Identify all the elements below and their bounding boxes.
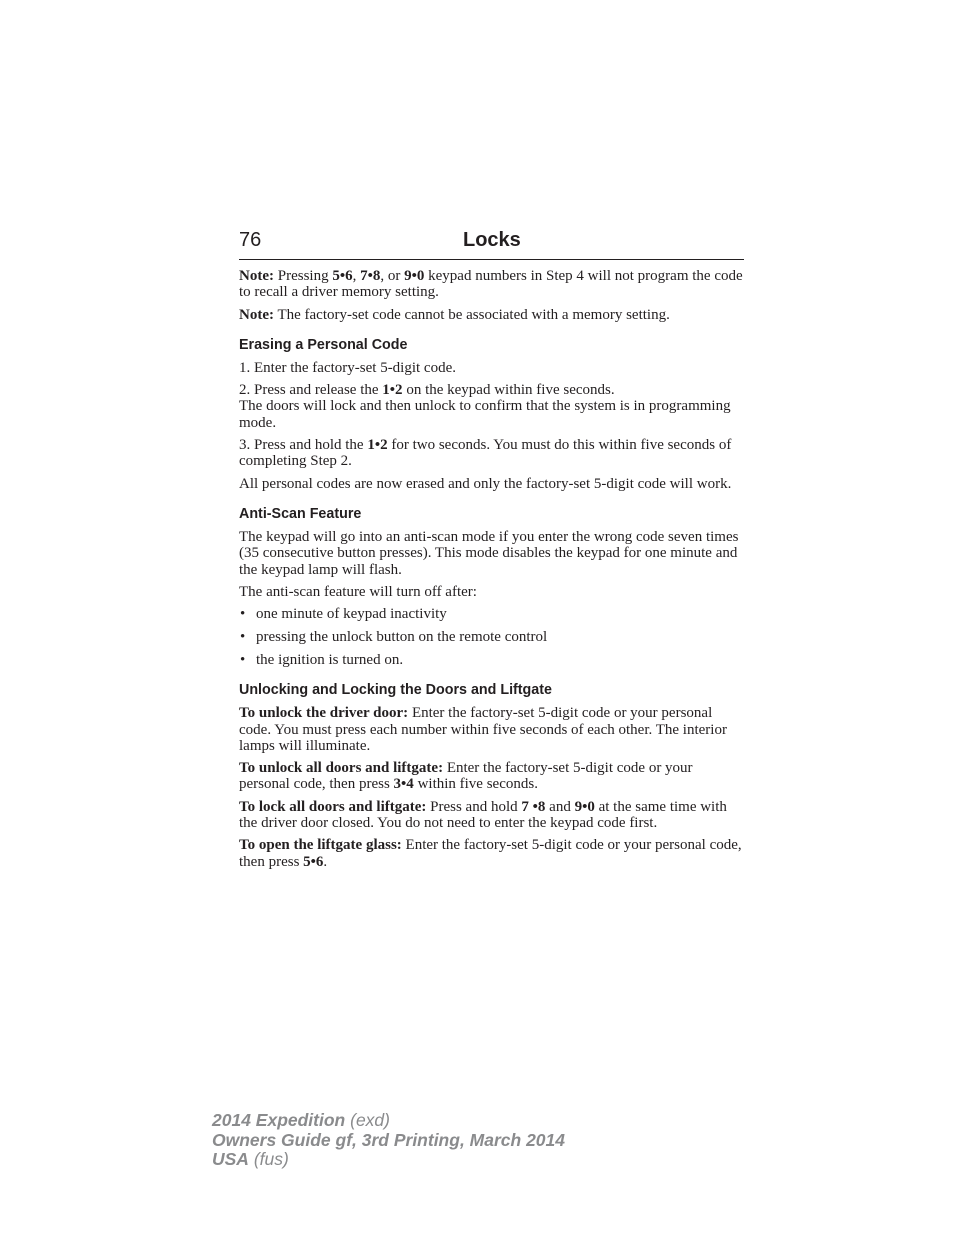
footer-model-code: (exd) xyxy=(345,1110,390,1130)
instruction-label: To open the liftgate glass: xyxy=(239,837,402,854)
note-text: , or xyxy=(380,268,405,284)
footer-guide: Owners Guide gf, 3rd Printing, March 2014 xyxy=(212,1129,565,1150)
instruction-text: . xyxy=(323,853,328,870)
key-combo: 1•2 xyxy=(367,437,388,454)
note-2 xyxy=(239,307,744,323)
footer-region-code: (fus) xyxy=(248,1149,289,1169)
key-combo: 7•8 xyxy=(360,268,381,284)
page-number: 76 xyxy=(239,229,262,251)
instruction-label: To unlock the driver door: xyxy=(239,705,409,722)
note-text: keypad numbers in Step 4 will not program the code to recall a driver memory setting. xyxy=(239,268,743,301)
open-liftgate-glass xyxy=(239,837,744,870)
step-text: for two seconds. You must do this within five seconds of completing Step 2. xyxy=(239,437,732,470)
footer-model-line xyxy=(212,1111,565,1131)
list-item xyxy=(239,652,744,668)
page-footer xyxy=(212,1111,565,1170)
instruction-text: Enter the factory-set 5-digit code or your personal code. You must press each number within five seconds of each other. The interior lamps will illuminate. xyxy=(239,705,727,754)
list-item-text: the ignition is turned on. xyxy=(256,651,404,668)
note-label: Note: xyxy=(239,306,274,323)
step-text: The doors will lock and then unlock to confirm that the system is in programming mode. xyxy=(239,398,731,431)
note-text: , xyxy=(352,268,361,284)
list-item xyxy=(239,606,744,622)
key-combo: 5•6 xyxy=(332,268,353,284)
footer-model: 2014 Expedition xyxy=(212,1110,346,1130)
section-title: Locks xyxy=(463,229,521,251)
key-combo: 1•2 xyxy=(382,382,403,399)
anti-scan-list xyxy=(239,606,744,668)
note-label: Note: xyxy=(239,268,274,284)
instruction-text: Enter the factory-set 5-digit code or your personal code, then press xyxy=(239,837,742,870)
instruction-text: Enter the factory-set 5-digit code or your personal code, then press xyxy=(239,760,693,793)
instruction-text: Press and hold xyxy=(426,798,522,815)
lock-all-doors xyxy=(239,799,744,832)
bullet-icon: • xyxy=(240,651,246,668)
footer-guide-line xyxy=(212,1131,565,1151)
footer-region-line xyxy=(212,1150,565,1170)
instruction-label: To lock all doors and liftgate: xyxy=(239,798,427,815)
step-text: on the keypad within five seconds. xyxy=(402,382,615,399)
erasing-step-2 xyxy=(239,382,744,431)
list-item-text: pressing the unlock button on the remote control xyxy=(256,629,548,646)
heading-anti-scan: Anti-Scan Feature xyxy=(239,505,362,522)
step-text: 2. Press and release the xyxy=(239,382,383,399)
page-content xyxy=(239,268,744,876)
erasing-step-1: 1. Enter the factory-set 5-digit code. xyxy=(239,359,457,376)
key-combo: 9•0 xyxy=(404,268,425,284)
step-text: 3. Press and hold the xyxy=(239,437,368,454)
erasing-closing: All personal codes are now erased and only the factory-set 5-digit code will work. xyxy=(239,475,732,492)
key-combo: 5•6 xyxy=(303,853,324,870)
heading-unlocking: Unlocking and Locking the Doors and Liftgate xyxy=(239,682,552,699)
anti-scan-para-2: The anti-scan feature will turn off after: xyxy=(239,583,477,600)
key-combo: 7 •8 xyxy=(521,798,546,815)
heading-erasing: Erasing a Personal Code xyxy=(239,336,408,353)
key-combo: 3•4 xyxy=(393,776,414,793)
bullet-icon: • xyxy=(240,606,246,623)
unlock-driver-door xyxy=(239,705,744,754)
list-item xyxy=(239,629,744,645)
note-1 xyxy=(239,268,744,301)
instruction-label: To unlock all doors and liftgate: xyxy=(239,760,444,777)
instruction-text: and xyxy=(545,798,575,815)
page-header xyxy=(239,228,744,260)
note-text: The factory-set code cannot be associated with a memory setting. xyxy=(273,306,670,323)
anti-scan-para-1: The keypad will go into an anti-scan mode if you enter the wrong code seven times (35 consecutive button presses). This mode disables the keypad for one minute and the keypad lamp will flash. xyxy=(239,528,739,578)
key-combo: 9•0 xyxy=(574,798,595,815)
footer-region: USA xyxy=(212,1149,249,1169)
instruction-text: within five seconds. xyxy=(413,776,538,793)
note-text: Pressing xyxy=(273,268,333,284)
unlock-all-doors xyxy=(239,760,744,793)
list-item-text: one minute of keypad inactivity xyxy=(256,606,447,623)
bullet-icon: • xyxy=(240,629,246,646)
erasing-step-3 xyxy=(239,437,744,470)
instruction-text: at the same time with the driver door closed. You do not need to enter the keypad code first. xyxy=(239,798,727,832)
